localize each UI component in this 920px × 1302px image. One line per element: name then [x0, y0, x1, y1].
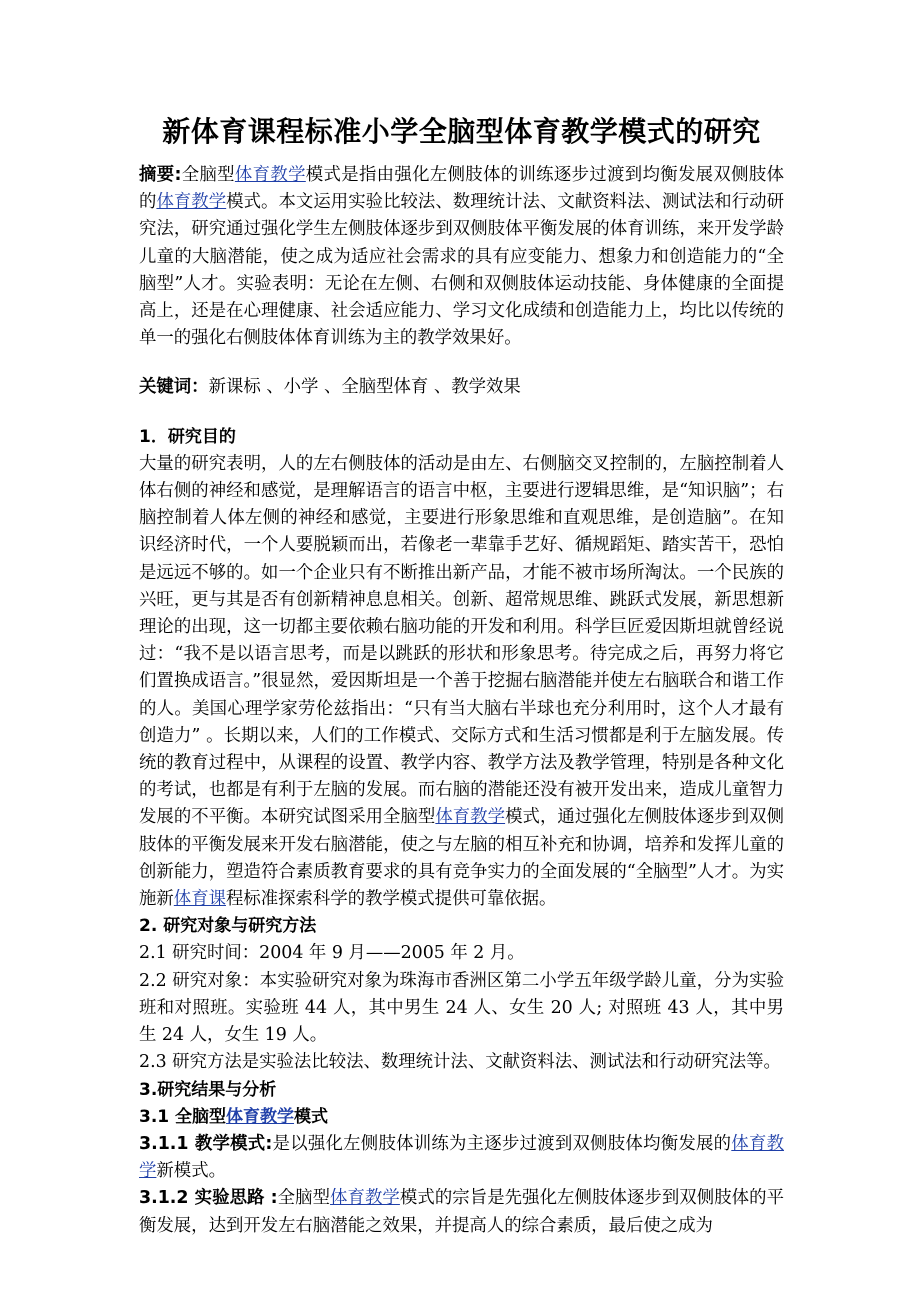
section-3-1-2-label: 3.1.2 实验思路 : — [139, 1188, 278, 1209]
section-3-1-2-text-1: 全脑型 — [277, 1188, 331, 1209]
section-3-heading: 3.研究结果与分析 — [139, 1079, 277, 1100]
link-sports-teaching-6[interactable]: 体育教学 — [330, 1188, 400, 1209]
page-title: 新体育课程标准小学全脑型体育教学模式的研究 — [162, 115, 761, 148]
spacer — [139, 352, 784, 374]
keywords-paragraph — [139, 374, 784, 401]
section-3-1-1 — [139, 1131, 784, 1185]
link-sports-teaching-4[interactable]: 体育教学 — [226, 1106, 295, 1127]
link-sports-teaching-3[interactable]: 体育教学 — [435, 807, 506, 828]
section-3-1-heading — [139, 1104, 784, 1131]
section-3-1-1-text-2: 新模式。 — [156, 1161, 226, 1182]
keywords-label: 关键词： — [139, 377, 209, 398]
section-3-1-1-label: 3.1.1 教学模式: — [139, 1133, 273, 1154]
section-3-1-pre: 3.1 全脑型 — [139, 1106, 227, 1127]
section-3-1-1-text-1: 是以强化左侧肢体训练为主逐步过渡到双侧肢体均衡发展的 — [272, 1133, 732, 1154]
section-2-1: 2.1 研究时间：2004 年 9 月——2005 年 2 月。 — [139, 943, 525, 964]
section-3-1-2 — [139, 1185, 784, 1239]
link-sports-course[interactable]: 体育课 — [173, 889, 226, 910]
section-1-text-1: 大量的研究表明，人的左右侧肢体的活动是由左、右侧脑交叉控制的，左脑控制着人体右侧的神经和感觉，是理解语言的语言中枢，主要进行逻辑思维，是“知识脑”；右脑控制着人体左侧的神经和感觉，主要进行形象思维和直观思维，是创造脑”。在知识经济时代，一个人要脱颖而出，若像老一辈靠手艺好、循规蹈矩、踏实苦干，恐怕是远远不够的。如一个企业只有不断推出新产品，才能不被市场所淘汰。一个民族的兴旺，更与其是否有创新精神息息相关。创新、超常规思维、跳跃式发展，新思想新理论的出现，这一切都主要依赖右脑功能的开发和利用。科学巨匠爱因斯坦就曾经说过：“我不是以语言思考，而是以跳跃的形状和形象思考。待完成之后，再努力将它们置换成语言。”很显然，爱因斯坦是一个善于挖掘右脑潜能并使左右脑联合和谐工作的人。美国心理学家劳伦兹指出：“只有当大脑右半球也充分利用时，这个人才最有创造力” 。长期以来，人们的工作模式、交际方式和生活习惯都是利于左脑发展。传统的教育过程中，从课程的设置、教学内容、教学方法及教学管理，特别是各种文化的考试，也都是有利于左脑的发展。而右脑的潜能还没有被开发出来，造成儿童智力发展的不平衡。本研究试图采用全脑型 — [139, 453, 784, 828]
link-sports-teaching-5[interactable]: 体育教学 — [139, 1133, 784, 1182]
link-sports-teaching-2[interactable]: 体育教学 — [156, 192, 227, 213]
section-3-1-post: 模式 — [294, 1106, 329, 1127]
section-3-1-2-text-2: 模式的宗旨是先强化左侧肢体逐步到双侧肢体的平衡发展，达到开发左右脑潜能之效果，并提高人的综合素质，最后使之成为 — [139, 1188, 784, 1236]
link-sports-teaching-1[interactable]: 体育教学 — [234, 165, 306, 185]
abstract-paragraph — [139, 162, 784, 352]
abstract-text-1: 全脑型 — [181, 165, 235, 185]
section-1-text-3: 程标准探索科学的教学模式提供可靠依据。 — [225, 889, 557, 910]
section-1-text-2: 模式，通过强化左侧肢体逐步到双侧肢体的平衡发展来开发右脑潜能，使之与左脑的相互补充和协调，培养和发挥儿童的创新能力，塑造符合素质教育要求的具有竞争实力的全面发展的“全脑型”人才。为实施新 — [139, 807, 784, 910]
abstract-label: 摘要: — [139, 165, 182, 185]
section-2-heading: 2. 研究对象与研究方法 — [139, 916, 317, 937]
section-2-3: 2.3 研究方法是实验法比较法、数理统计法、文献资料法、测试法和行动研究法等。 — [139, 1052, 781, 1073]
document-page — [139, 112, 784, 1240]
abstract-text-2: 模式是指由强化左侧肢体的训练逐步过渡到均衡发展双侧肢体的 — [139, 165, 784, 213]
section-1-paragraph — [139, 451, 784, 913]
keywords-text: 新课标 、小学 、全脑型体育 、教学效果 — [208, 377, 521, 398]
abstract-text-3: 模式。本文运用实验比较法、数理统计法、文献资料法、测试法和行动研究法，研究通过强化学生左侧肢体逐步到双侧肢体平衡发展的体育训练，来开发学龄儿童的大脑潜能，使之成为适应社会需求的具有应变能力、想象力和创造能力的“全脑型”人才。实验表明：无论在左侧、右侧和双侧肢体运动技能、身体健康的全面提高上，还是在心理健康、社会适应能力、学习文化成绩和创造能力上，均比以传统的单一的强化右侧肢体体育训练为主的教学效果好。 — [139, 192, 784, 349]
section-2-2: 2.2 研究对象：本实验研究对象为珠海市香洲区第二小学五年级学龄儿童，分为实验班和对照班。实验班 44 人，其中男生 24 人、女生 20 人; 对照班 43 人，其中男生 24 人，女生 19 人。 — [139, 970, 784, 1046]
section-1-heading: 1．研究目的 — [139, 426, 236, 447]
spacer — [139, 402, 784, 424]
